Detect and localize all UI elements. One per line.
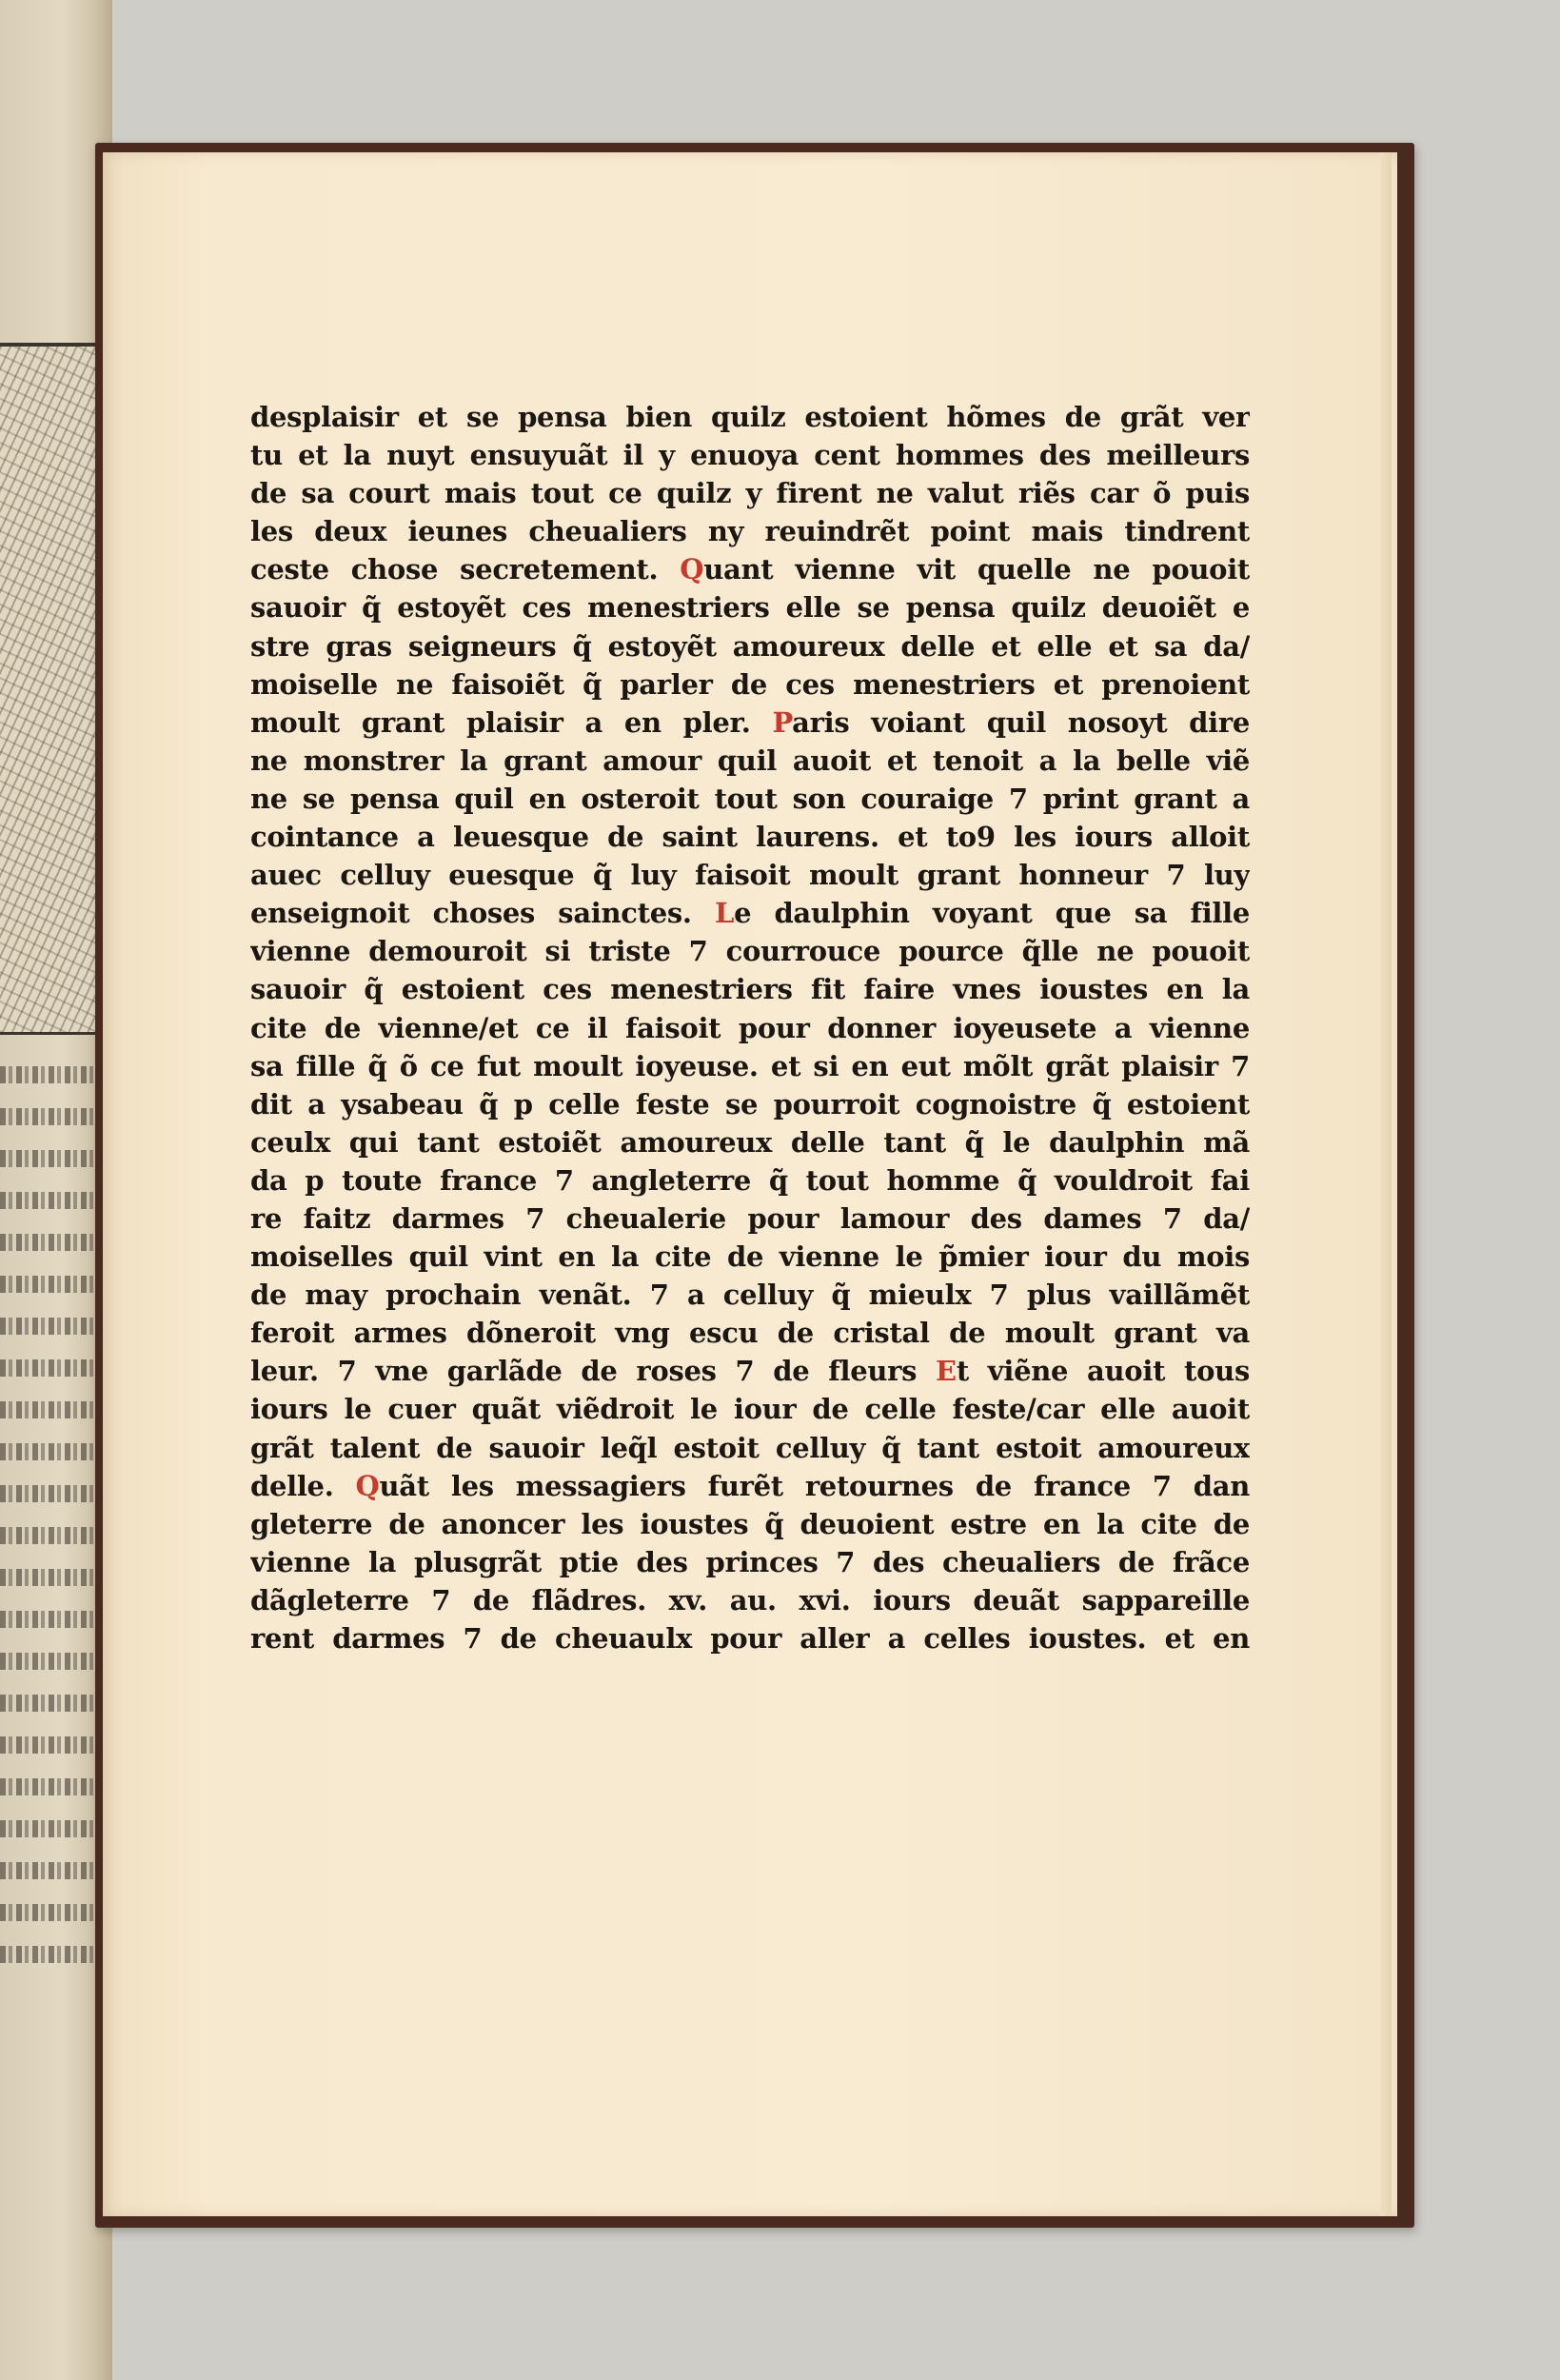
text-line: desplaisir et se pensa bien quilz estoient hõmes de grãt ver (250, 401, 1250, 433)
text-line: vienne la plusgrãt ptie des princes 7 des cheualiers de frãce (250, 1545, 1250, 1578)
text-line: de sa court mais tout ce quilz y firent ne valut riẽs car õ puis (250, 477, 1250, 510)
text-line: dãgleterre 7 de flãdres. xv. au. xvi. iours deuãt sappareille (250, 1583, 1250, 1616)
text-line: delle. Quãt les messagiers furẽt retournes de france 7 dan (250, 1469, 1250, 1502)
text-line: de may prochain venãt. 7 a celluy q̃ mieulx 7 plus vaillãmẽt (250, 1279, 1250, 1312)
left-page-text-fragment (0, 1066, 107, 1988)
text-line: moiselles quil vint en la cite de vienne le p̃mier iour du mois (250, 1240, 1250, 1274)
text-line: les deux ieunes cheualiers ny reuindrẽt point mais tindrent (250, 515, 1250, 548)
left-page-woodcut-illustration (0, 343, 107, 1035)
rubricated-initial: E (936, 1355, 957, 1388)
text-line: rent darmes 7 de cheuaulx pour aller a celles ioustes. et en (250, 1622, 1250, 1655)
rubricated-initial: L (714, 897, 735, 930)
page-edge (1380, 152, 1392, 2216)
text-line: vienne demouroit si triste 7 courrouce pource q̃lle ne pouoit (250, 935, 1250, 968)
text-line: ceste chose secretement. Quant vienne vit quelle ne pouoit (250, 553, 1250, 586)
text-line: gleterre de anoncer les ioustes q̃ deuoient estre en la cite de (250, 1507, 1250, 1540)
text-line: moiselle ne faisoiẽt q̃ parler de ces menestriers et prenoient (250, 667, 1250, 701)
rubricated-initial: Q (355, 1469, 380, 1502)
text-line: sa fille q̃ õ ce fut moult ioyeuse. et si en eut mõlt grãt plaisir 7 (250, 1049, 1250, 1082)
blackletter-text-block (250, 398, 1250, 1657)
text-line: da p toute france 7 angleterre q̃ tout homme q̃ vouldroit fai (250, 1163, 1250, 1197)
text-line: ne se pensa quil en osteroit tout son couraige 7 print grant a (250, 782, 1250, 815)
text-line: re faitz darmes 7 cheualerie pour lamour des dames 7 da/ (250, 1201, 1250, 1235)
text-line: sauoir q̃ estoient ces menestriers fit faire vnes ioustes en la (250, 973, 1250, 1006)
text-line: cointance a leuesque de saint laurens. et to9 les iours alloit (250, 821, 1250, 854)
book-page (103, 152, 1397, 2216)
text-line: leur. 7 vne garlãde de roses 7 de fleurs Et viẽne auoit tous (250, 1355, 1250, 1388)
text-line: tu et la nuyt ensuyuãt il y enuoya cent hommes des meilleurs (250, 439, 1250, 472)
text-line: stre gras seigneurs q̃ estoyẽt amoureux delle et elle et sa da/ (250, 629, 1250, 663)
text-line: feroit armes dõneroit vng escu de cristal de moult grant va (250, 1317, 1250, 1350)
text-line: dit a ysabeau q̃ p celle feste se pourroit cognoistre q̃ estoient (250, 1087, 1250, 1121)
text-line: grãt talent de sauoir leq̃l estoit celluy q̃ tant estoit amoureux (250, 1431, 1250, 1464)
text-line: ceulx qui tant estoiẽt amoureux delle tant q̃ le daulphin mã (250, 1125, 1250, 1159)
rubricated-initial: Q (680, 553, 704, 586)
text-line: moult grant plaisir a en pler. Paris voiant quil nosoyt dire (250, 705, 1250, 739)
text-line: cite de vienne/et ce il faisoit pour donner ioyeusete a vienne (250, 1011, 1250, 1044)
text-line: ne monstrer la grant amour quil auoit et tenoit a la belle viẽ (250, 744, 1250, 777)
text-line: enseignoit choses sainctes. Le daulphin voyant que sa fille (250, 897, 1250, 930)
text-line: auec celluy euesque q̃ luy faisoit moult grant honneur 7 luy (250, 859, 1250, 892)
rubricated-initial: P (772, 705, 793, 739)
text-line: sauoir q̃ estoyẽt ces menestriers elle se pensa quilz deuoiẽt e (250, 591, 1250, 625)
text-line: iours le cuer quãt viẽdroit le iour de celle feste/car elle auoit (250, 1393, 1250, 1426)
